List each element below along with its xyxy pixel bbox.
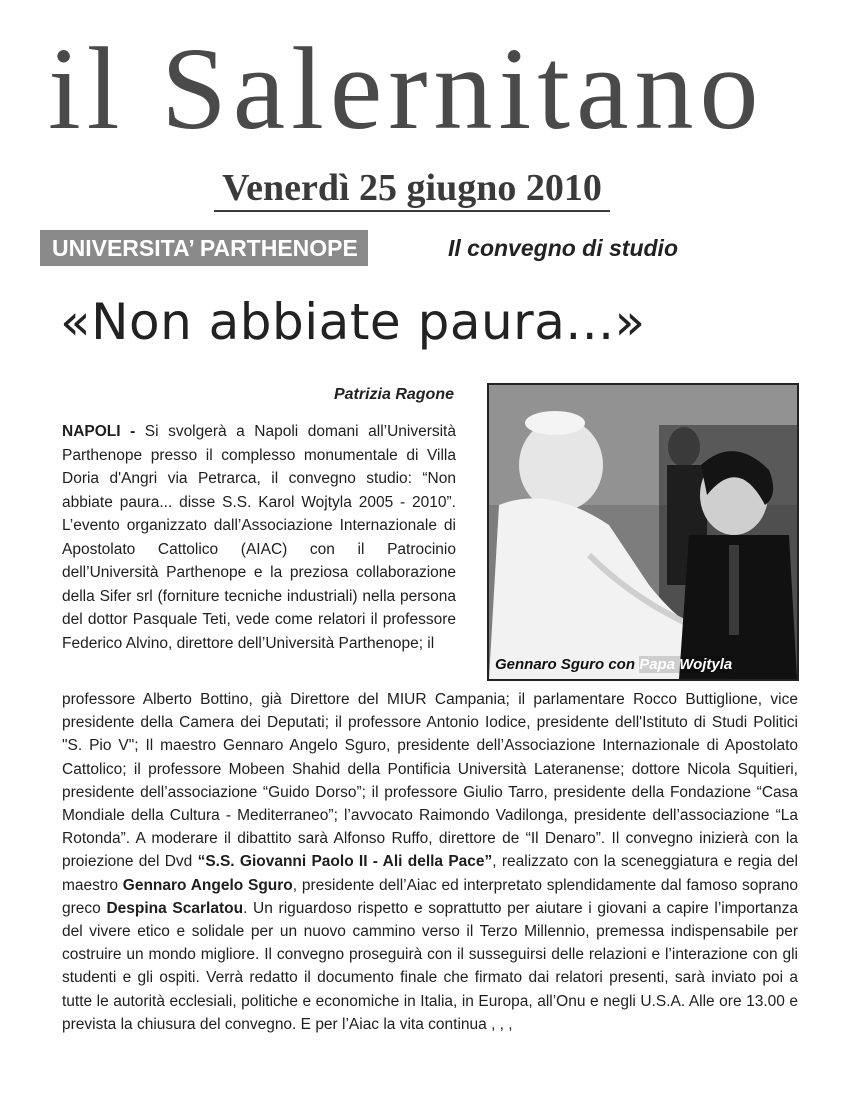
article-body — [62, 688, 798, 1036]
article-text-part-1: professore Alberto Bottino, già Direttore del MIUR Campania; il parlamentare Rocco Buttiglione, vice presidente della Camera dei Deputati; il professore Antonio Iodice, presidente dell'Istituto di Studi Politici "S. Pio V"; Il maestro Gennaro Angelo Sguro, presidente dell’Associazione Internazionale di Apostolato Cattolico; il professore Mobeen Shahid della Pontificia Università Lateranense; dottore Nicola Squitieri, presidente dell’associazione “Guido Dorso”; il professore Giulio Tarro, presidente della Fondazione “Casa Mondiale della Cultura - Mediterraneo”; l’avvocato Raimondo Vadilonga, presidente dell’associazione “La Rotonda”. A moderare il dibattito sarà Alfonso Ruffo, direttore de “Il Denaro”. Il convegno inizierà con la proiezione del Dvd — [62, 691, 798, 871]
article-dateline: NAPOLI - — [62, 423, 145, 440]
director-name: Gennaro Angelo Sguro — [122, 876, 293, 894]
photo-illustration — [489, 385, 797, 679]
article-column-text: Si svolgerà a Napoli domani all’Università Parthenope presso il complesso monumentale di Villa Doria d'Angri via Petrarca, il convegno studio: “Non abbiate paura... disse S.S. Karol Wojtyla 2005 - 2010”. L’evento organizzato dall’Associazione Internazionale di Apostolato Cattolico (AIAC) con il Patrocinio dell’Università Parthenope e la preziosa collaborazione della Sifer srl (forniture tecniche industriali) nella persona del dottor Pasquale Teti, vede come relatori il professore Federico Alvino, direttore dell’Università Parthenope; il — [62, 423, 456, 652]
photo-caption-subject: Papa Wojtyla — [639, 656, 733, 673]
article-photo — [487, 383, 799, 681]
section-kicker: UNIVERSITA’ PARTHENOPE — [40, 230, 368, 266]
article-column — [62, 420, 456, 655]
soprano-name: Despina Scarlatou — [106, 899, 244, 917]
newspaper-masthead: il Salernitano — [48, 23, 765, 154]
article-text-part-4: . Un riguardoso rispetto e soprattutto per aiutare i giovani a capire l’importanza del vivere etico e solidale per un nuovo cammino verso il Terzo Millennio, premessa indispensabile per costruire un mondo migliore. Il convegno proseguirà con il susseguirsi delle relazioni e l’interazione con gli studenti e gli ospiti. Verrà redatto il documento finale che firmato dai relatori presenti, sarà inviato poi a tutte le autorità ecclesiali, politiche e economiche in Italia, in Europa, all’Onu e negli U.S.A. Alle ore 13.00 e prevista la chiusura del convegno. E per l’Aiac la vita continua , , , — [62, 899, 798, 1033]
article-headline: «Non abbiate paura...» — [60, 293, 646, 351]
issue-date: Venerdì 25 giugno 2010 — [214, 168, 610, 212]
article-byline: Patrizia Ragone — [333, 386, 454, 403]
dvd-title: “S.S. Giovanni Paolo II - Ali della Pace” — [197, 853, 493, 871]
article-text-part-2: , realizzato con la sceneggiatura e regia del maestro — [62, 853, 798, 894]
article-text-part-3: , presidente dell’Aiac ed interpretato splendidamente dal famoso soprano greco — [62, 876, 798, 917]
article-paragraph-column — [62, 420, 456, 655]
photo-caption — [495, 655, 732, 675]
section-subkicker: Il convegno di studio — [448, 235, 678, 261]
article-paragraph-full — [62, 688, 798, 1036]
photo-caption-name: Gennaro Sguro con — [495, 656, 640, 673]
